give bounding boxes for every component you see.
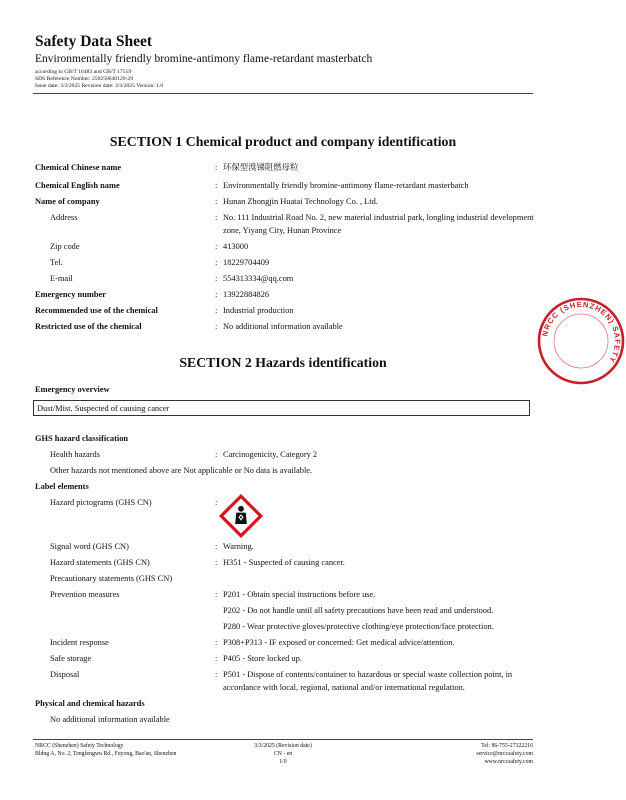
safe-storage-value: P405 - Store locked up. [223,654,302,663]
restricted-use-label: Restricted use of the chemical [35,322,142,331]
footer-website: www.nrccsafety.com [484,759,533,765]
sds-reference-number: SDS Reference Number: 250250640129-29 [35,76,134,82]
header-divider [33,93,533,94]
footer-email: service@nrccsafety.com [476,751,533,757]
prevention-measures-label: Prevention measures [50,590,120,599]
company-name-value: Hunan Zhongjin Huatai Technology Co. , Ltd. [223,197,378,206]
recommended-use-value: Industrial production [223,306,294,315]
footer-address: Bldng A, No. 2, Tengfengwu Rd., Fuyong, Bao'an, Shenzhen [35,751,177,757]
colon: : [215,590,218,599]
colon: : [215,670,218,679]
other-hazards-note: Other hazards not mentioned above are Not applicable or No data is available. [50,466,313,475]
signal-word-value: Warning. [223,542,254,551]
signal-word-label: Signal word (GHS CN) [50,542,129,551]
colon: : [215,274,218,283]
english-name-label: Chemical English name [35,181,120,190]
colon: : [215,258,218,267]
colon: : [215,306,218,315]
section-2-title: SECTION 2 Hazards identification [179,355,387,370]
health-hazards-label: Health hazards [50,450,100,459]
section-1-title: SECTION 1 Chemical product and company identification [109,134,457,149]
company-name-label: Name of company [35,197,100,206]
ghs-classification-label: GHS hazard classification [35,434,129,443]
colon: : [215,242,218,251]
issue-revision-dates: Issue date: 3/3/2025 Revision date: 3/3/2025 Version: 1.0 [35,83,164,89]
seal-text: NRCC (SHENZHEN) SAFETY [540,299,623,365]
document-title: Safety Data Sheet [35,33,153,50]
precautionary-statements-label: Precautionary statements (GHS CN) [50,574,173,583]
colon: : [215,450,218,459]
zip-code-label: Zip code [50,242,80,251]
colon: : [215,558,218,567]
prevention-p280: P280 - Wear protective gloves/protective clothing/eye protection/face protection. [223,622,494,631]
emergency-overview-label: Emergency overview [35,385,110,394]
standard-reference: according to GB/T 16483 and GB/T 17519 [35,69,132,75]
email-label: E-mail [50,274,73,283]
colon: : [215,290,218,299]
health-hazard-pictogram-icon [221,496,261,536]
address-value: No. 111 Industrial Road No. 2, new material industrial park, longling industrial development zone, Yiyang City, Hunan Province [223,213,534,235]
footer-company: NRCC (Shenzhen) Safety Technology [35,743,124,749]
colon: : [215,638,218,647]
footer-divider [33,739,533,740]
footer-page-number: 1/9 [279,759,287,765]
safe-storage-label: Safe storage [50,654,92,663]
emergency-overview-text: Dust/Mist. Suspected of causing cancer [37,404,170,413]
physical-hazards-value: No additional information available [50,715,170,724]
incident-response-label: Incident response [50,638,109,647]
recommended-use-label: Recommended use of the chemical [35,306,158,315]
english-name-value: Environmentally friendly bromine-antimony flame-retardant masterbatch [223,181,469,190]
colon: : [215,654,218,663]
footer-language: CN - en [273,751,293,757]
prevention-p202: P202 - Do not handle until all safety precautions have been read and understood. [223,606,494,615]
tel-label: Tel. [50,258,63,267]
hazard-statements-value: H351 - Suspected of causing cancer. [223,558,345,567]
hazard-statements-label: Hazard statements (GHS CN) [50,558,150,567]
emergency-number-value: 13922884826 [223,290,270,299]
colon: : [215,163,218,172]
colon: : [215,197,218,206]
health-hazards-value: Carcinogenicity, Category 2 [223,450,318,459]
colon: : [215,213,218,222]
pictograms-label: Hazard pictograms (GHS CN) [50,498,152,507]
colon: : [215,181,218,190]
company-seal-stamp [536,296,626,386]
footer-tel: Tel: 86-755-27322216 [481,743,533,749]
document-subtitle: Environmentally friendly bromine-antimony flame-retardant masterbatch [35,53,373,65]
disposal-value: P501 - Dispose of contents/container to hazardous or special waste collection point, in accordance with local, regional, national and/or international regulation. [223,670,513,692]
address-label: Address [50,213,78,222]
disposal-label: Disposal [50,670,80,679]
zip-code-value: 413000 [223,242,249,251]
physical-hazards-label: Physical and chemical hazards [35,699,145,708]
label-elements-heading: Label elements [35,482,89,491]
footer-revision-date: 3/3/2025 (Revision date) [254,743,312,749]
email-value: 554313334@qq.com [223,274,294,283]
chinese-name-value: 环保型溴锑阻燃母粒 [223,163,299,172]
restricted-use-value: No additional information available [223,322,343,331]
colon: : [215,322,218,331]
tel-value: 18229704409 [223,258,270,267]
prevention-p201: P201 - Obtain special instructions before use. [223,590,376,599]
incident-response-value: P308+P313 - IF exposed or concerned: Get medical advice/attention. [223,638,455,647]
emergency-number-label: Emergency number [35,290,106,299]
colon: : [215,498,218,507]
chinese-name-label: Chemical Chinese name [35,163,122,172]
colon: : [215,542,218,551]
emergency-overview-box [33,400,530,416]
